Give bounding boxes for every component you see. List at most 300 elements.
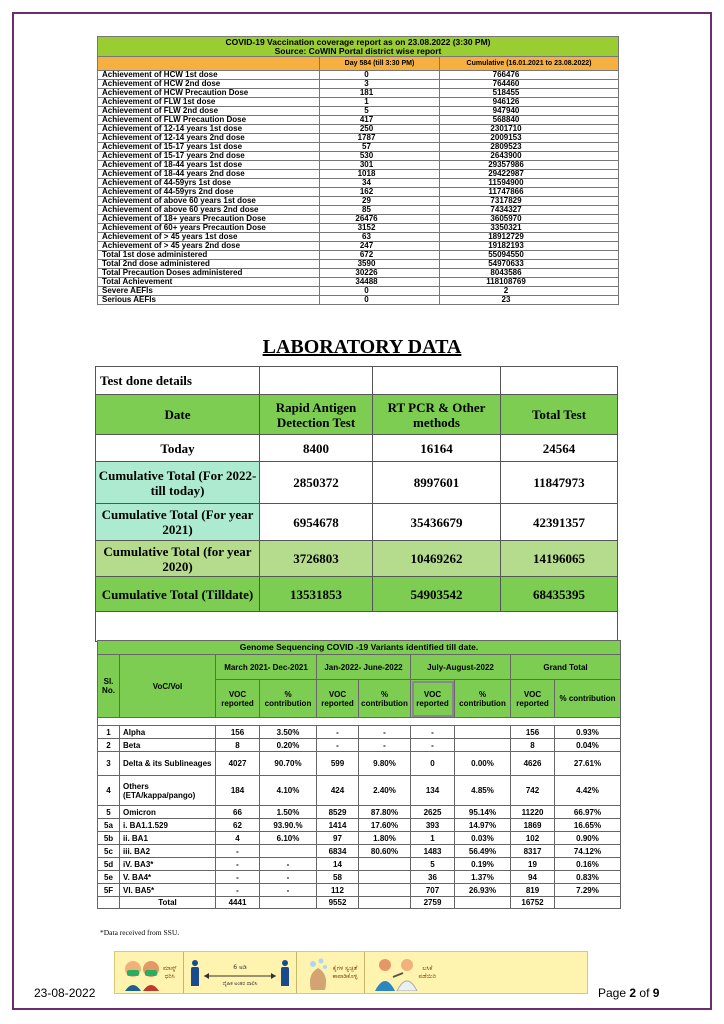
genome-row-slno: 4 [98, 776, 120, 806]
vaccination-row-cumulative: 764460 [440, 80, 619, 89]
genome-row-value: 0.90% [555, 832, 621, 845]
vaccination-row-label: Achievement of 18+ years Precaution Dose [98, 215, 320, 224]
genome-row [98, 776, 621, 806]
genome-row-value: 6834 [317, 845, 359, 858]
lab-row-label: Today [96, 435, 260, 462]
genome-row-value: - [411, 739, 455, 752]
genome-total-value [359, 897, 411, 909]
vaccination-row-cumulative: 54970633 [440, 260, 619, 269]
genome-row-variant: Beta [120, 739, 216, 752]
vaccination-row-label: Achievement of 18-44 years 2nd dose [98, 170, 320, 179]
vaccination-row-label: Achievement of 60+ years Precaution Dose [98, 224, 320, 233]
vaccination-row-day: 162 [320, 188, 440, 197]
vaccination-row-cumulative: 2643900 [440, 152, 619, 161]
vaccination-row-cumulative: 8043586 [440, 269, 619, 278]
vaccination-row-cumulative: 2 [440, 287, 619, 296]
genome-row-value: - [260, 871, 317, 884]
genome-row-value: 8317 [511, 845, 555, 858]
genome-row-value: 4027 [216, 752, 260, 776]
genome-row-slno: 5 [98, 806, 120, 819]
genome-total-value [260, 897, 317, 909]
vaccination-row-cumulative: 3350321 [440, 224, 619, 233]
vaccination-title-row [98, 37, 619, 57]
vaccination-row-label: Achievement of above 60 years 1st dose [98, 197, 320, 206]
genome-row [98, 884, 621, 897]
banner-handwash-text: ಕೈಗಳ ಸ್ವಚ್ಛತೆ ಕಾಪಾಡಿಕೊಳ್ಳಿ [332, 965, 358, 980]
genome-row-slno: 5e [98, 871, 120, 884]
genome-header-row-1 [98, 655, 621, 680]
vaccination-header-cumulative: Cumulative (16.01.2021 to 23.08.2022) [440, 57, 619, 71]
genome-total-value: 4441 [216, 897, 260, 909]
covid-awareness-banner [114, 951, 588, 994]
vaccination-row-label: Achievement of above 60 years 2nd dose [98, 206, 320, 215]
genome-row-value: 80.60% [359, 845, 411, 858]
genome-row-value: 66 [216, 806, 260, 819]
vaccination-row-day: 1787 [320, 134, 440, 143]
vaccination-header-blank [98, 57, 320, 71]
lab-row-rtpcr: 8997601 [373, 462, 501, 504]
vaccination-row-label: Total 1st dose administered [98, 251, 320, 260]
vaccination-row-cumulative: 23 [440, 296, 619, 305]
genome-row-variant: Omicron [120, 806, 216, 819]
genome-row-value: 156 [511, 726, 555, 739]
laboratory-table [95, 366, 618, 642]
vaccination-title-line2: Source: CoWIN Portal district wise report [274, 45, 442, 56]
genome-row [98, 858, 621, 871]
genome-row-value: 112 [317, 884, 359, 897]
lab-row-rtpcr: 10469262 [373, 541, 501, 577]
lab-header-total: Total Test [501, 395, 618, 435]
lab-details-label: Test done details [96, 367, 260, 395]
lab-row-label: Cumulative Total (for year 2020) [96, 541, 260, 577]
vaccination-row-day: 29 [320, 197, 440, 206]
genome-row [98, 752, 621, 776]
genome-row-value: 6.10% [260, 832, 317, 845]
genome-row-value: 742 [511, 776, 555, 806]
vaccination-row-label: Achievement of > 45 years 1st dose [98, 233, 320, 242]
lab-row-rat: 8400 [260, 435, 373, 462]
genome-spacer-cell [98, 718, 621, 726]
genome-row-value: 0 [411, 752, 455, 776]
vaccination-row-day: 63 [320, 233, 440, 242]
genome-row-value: 102 [511, 832, 555, 845]
genome-row-value: 4.42% [555, 776, 621, 806]
genome-row-value: 393 [411, 819, 455, 832]
genome-row-value: 0.00% [455, 752, 511, 776]
genome-row-value: 17.60% [359, 819, 411, 832]
genome-row-value [359, 858, 411, 871]
vaccination-row [98, 287, 619, 296]
genome-row-variant: Delta & its Sublineages [120, 752, 216, 776]
genome-row-value: 1.50% [260, 806, 317, 819]
genome-row-variant: iii. BA2 [120, 845, 216, 858]
genome-row-value: 0.19% [455, 858, 511, 871]
vaccination-row-label: Serious AEFIs [98, 296, 320, 305]
genome-row-value: 3.50% [260, 726, 317, 739]
vaccination-icon [371, 955, 419, 991]
vaccination-row-label: Achievement of HCW 2nd dose [98, 80, 320, 89]
vaccination-row-label: Achievement of 44-59yrs 1st dose [98, 179, 320, 188]
vaccination-row-label: Achievement of 15-17 years 1st dose [98, 143, 320, 152]
genome-row-value: - [411, 726, 455, 739]
vaccination-row-label: Achievement of FLW Precaution Dose [98, 116, 320, 125]
genome-sub-pct: % contribution [359, 680, 411, 718]
vaccination-title [98, 37, 619, 57]
genome-row [98, 806, 621, 819]
genome-row-value: 8 [511, 739, 555, 752]
vaccination-row-day: 0 [320, 296, 440, 305]
genome-total-value [455, 897, 511, 909]
genome-row-value: 0.03% [455, 832, 511, 845]
genome-spacer-row [98, 718, 621, 726]
genome-row-value [455, 739, 511, 752]
genome-header-period: March 2021- Dec-2021 [216, 655, 317, 680]
vaccination-row-cumulative: 55094550 [440, 251, 619, 260]
lab-row-label: Cumulative Total (For year 2021) [96, 504, 260, 541]
genome-title-row [98, 641, 621, 655]
lab-row-label: Cumulative Total (For 2022- till today) [96, 462, 260, 504]
genome-total-value: 9552 [317, 897, 359, 909]
vaccination-row-label: Achievement of FLW 2nd dose [98, 107, 320, 116]
banner-vaccine-text: ಲಸಿಕೆ ಪಡೆಯಿರಿ [418, 965, 437, 980]
genome-sub-voc: VOC reported [411, 680, 455, 718]
genome-title: Genome Sequencing COVID -19 Variants identified till date. [98, 641, 621, 655]
genome-row-value: 1414 [317, 819, 359, 832]
genome-header-period: July-August-2022 [411, 655, 511, 680]
vaccination-row-day: 34 [320, 179, 440, 188]
genome-row-variant: Alpha [120, 726, 216, 739]
vaccination-row-day: 57 [320, 143, 440, 152]
genome-total-label: Total [120, 897, 216, 909]
banner-distance-segment [184, 952, 297, 993]
genome-row-variant: i. BA1.1.529 [120, 819, 216, 832]
vaccination-row-day: 30226 [320, 269, 440, 278]
handwash-icon [303, 956, 333, 990]
genome-row-value: 2.40% [359, 776, 411, 806]
vaccination-row-cumulative: 2301710 [440, 125, 619, 134]
lab-row-total: 11847973 [501, 462, 618, 504]
page-of: of [639, 986, 650, 1000]
laboratory-heading: LABORATORY DATA [262, 336, 462, 358]
distance-arrow-icon [200, 958, 280, 988]
lab-row-total: 14196065 [501, 541, 618, 577]
lab-details-row [96, 367, 618, 395]
vaccination-row-cumulative: 11594900 [440, 179, 619, 188]
vaccination-row-label: Achievement of FLW 1st dose [98, 98, 320, 107]
genome-row-value [359, 884, 411, 897]
genome-row-value: 66.97% [555, 806, 621, 819]
genome-total-row [98, 897, 621, 909]
banner-mask-segment [115, 952, 184, 993]
genome-total-value [555, 897, 621, 909]
genome-sub-voc: VOC reported [317, 680, 359, 718]
vaccination-row-day: 0 [320, 71, 440, 80]
genome-row-value: 19 [511, 858, 555, 871]
vaccination-row-cumulative: 3605970 [440, 215, 619, 224]
genome-row-value: 4 [216, 832, 260, 845]
svg-text:6 ಅಡಿ: 6 ಅಡಿ [232, 963, 247, 971]
genome-row-value: 2625 [411, 806, 455, 819]
lab-row-total: 42391357 [501, 504, 618, 541]
lab-row [96, 462, 618, 504]
genome-row-value: 26.93% [455, 884, 511, 897]
genome-row-value: 5 [411, 858, 455, 871]
genome-row-value: 707 [411, 884, 455, 897]
genome-row-value: - [359, 726, 411, 739]
vaccination-row-label: Achievement of 44-59yrs 2nd dose [98, 188, 320, 197]
genome-row-variant: VI. BA5* [120, 884, 216, 897]
vaccination-row-day: 530 [320, 152, 440, 161]
genome-row-value: 1.37% [455, 871, 511, 884]
vaccination-row-day: 3152 [320, 224, 440, 233]
genome-row-value: - [260, 858, 317, 871]
genome-row-value: 36 [411, 871, 455, 884]
genome-row-value: 4626 [511, 752, 555, 776]
vaccination-row-day: 3 [320, 80, 440, 89]
lab-row [96, 541, 618, 577]
genome-row-value [260, 845, 317, 858]
vaccination-row-cumulative: 568840 [440, 116, 619, 125]
lab-row-rat: 3726803 [260, 541, 373, 577]
genome-row-value: - [359, 739, 411, 752]
genome-row-value: 8529 [317, 806, 359, 819]
vaccination-row-day: 26476 [320, 215, 440, 224]
genome-header-period: Jan-2022- June-2022 [317, 655, 411, 680]
page-current: 2 [629, 986, 637, 1000]
vaccination-row-day: 1 [320, 98, 440, 107]
genome-row-value: - [216, 884, 260, 897]
vaccination-row-label: Total Achievement [98, 278, 320, 287]
vaccination-row-day: 34488 [320, 278, 440, 287]
genome-row-variant: iV. BA3* [120, 858, 216, 871]
vaccination-row-day: 181 [320, 89, 440, 98]
genome-row-value: 93.90.% [260, 819, 317, 832]
vaccination-row-label: Total 2nd dose administered [98, 260, 320, 269]
genome-row-variant: Others (ETA/kappa/pango) [120, 776, 216, 806]
genome-row-variant: V. BA4* [120, 871, 216, 884]
vaccination-row-day: 250 [320, 125, 440, 134]
vaccination-table [97, 36, 619, 305]
vaccination-row-cumulative: 19182193 [440, 242, 619, 251]
vaccination-row-day: 3590 [320, 260, 440, 269]
genome-sub-pct: % contribution [555, 680, 621, 718]
genome-sub-voc: VOC reported [511, 680, 555, 718]
page-total: 9 [652, 986, 660, 1000]
genome-row [98, 832, 621, 845]
genome-row-value: 94 [511, 871, 555, 884]
genome-row-value: 1 [411, 832, 455, 845]
genome-footnote: *Data received from SSU. [100, 928, 180, 937]
vaccination-header-row [98, 57, 619, 71]
genome-sub-voc: VOC reported [216, 680, 260, 718]
vaccination-header-day: Day 584 (till 3:30 PM) [320, 57, 440, 71]
genome-row-value: 1483 [411, 845, 455, 858]
svg-text:ದೈಹಿಕ ಅಂತರ ಪಾಲಿಸಿ: ದೈಹಿಕ ಅಂತರ ಪಾಲಿಸಿ [222, 980, 257, 987]
genome-row-value: 56.49% [455, 845, 511, 858]
vaccination-row-day: 301 [320, 161, 440, 170]
genome-row-value: - [216, 845, 260, 858]
genome-row-variant: ii. BA1 [120, 832, 216, 845]
person-icon [280, 960, 290, 986]
genome-row-value: 0.20% [260, 739, 317, 752]
vaccination-row-cumulative: 2809523 [440, 143, 619, 152]
genome-row-value: 14 [317, 858, 359, 871]
vaccination-row [98, 296, 619, 305]
vaccination-row-day: 0 [320, 287, 440, 296]
vaccination-row-cumulative: 29357986 [440, 161, 619, 170]
lab-row-rtpcr: 35436679 [373, 504, 501, 541]
vaccination-title-line1: COVID-19 Vaccination coverage report as on 23.08.2022 (3:30 PM) [225, 36, 491, 47]
genome-sub-pct: % contribution [455, 680, 511, 718]
genome-row-value: 87.80% [359, 806, 411, 819]
genome-row [98, 819, 621, 832]
genome-row-value: 0.04% [555, 739, 621, 752]
lab-empty-row [96, 612, 618, 642]
vaccination-row-cumulative: 29422987 [440, 170, 619, 179]
genome-row-slno: 5b [98, 832, 120, 845]
genome-row-value: 4.85% [455, 776, 511, 806]
genome-table [97, 640, 621, 909]
genome-row-value: - [317, 726, 359, 739]
lab-row-total: 68435395 [501, 577, 618, 612]
vaccination-row-day: 672 [320, 251, 440, 260]
genome-row-value: 0.16% [555, 858, 621, 871]
genome-row-value: - [216, 871, 260, 884]
lab-header-rat: Rapid Antigen Detection Test [260, 395, 373, 435]
vaccination-row-day: 1018 [320, 170, 440, 179]
vaccination-row-label: Achievement of 12-14 years 1st dose [98, 125, 320, 134]
genome-row-value: 9.80% [359, 752, 411, 776]
vaccination-row-day: 5 [320, 107, 440, 116]
genome-row-value: 16.65% [555, 819, 621, 832]
genome-row [98, 726, 621, 739]
genome-header-period: Grand Total [511, 655, 621, 680]
lab-empty-cell [96, 612, 618, 642]
genome-row-slno: 5a [98, 819, 120, 832]
genome-row-value: 27.61% [555, 752, 621, 776]
genome-row [98, 871, 621, 884]
genome-row [98, 739, 621, 752]
person-icon [190, 960, 200, 986]
vaccination-row [98, 278, 619, 287]
genome-row-value: 11220 [511, 806, 555, 819]
genome-row-value: 74.12% [555, 845, 621, 858]
genome-row-slno: 2 [98, 739, 120, 752]
vaccination-row-label: Total Precaution Doses administered [98, 269, 320, 278]
genome-row-value: 90.70% [260, 752, 317, 776]
genome-total-value: 16752 [511, 897, 555, 909]
genome-row-value: 7.29% [555, 884, 621, 897]
vaccination-row-cumulative: 18912729 [440, 233, 619, 242]
lab-header-rtpcr: RT PCR & Other methods [373, 395, 501, 435]
genome-row-value: 1.80% [359, 832, 411, 845]
genome-row-value: 134 [411, 776, 455, 806]
page-prefix: Page [598, 986, 627, 1000]
mask-people-icon [121, 955, 163, 991]
lab-row-rat: 13531853 [260, 577, 373, 612]
genome-row-value: - [260, 884, 317, 897]
genome-row-value: 4.10% [260, 776, 317, 806]
banner-handwash-segment [297, 952, 365, 993]
footer-page-number [598, 986, 659, 1000]
lab-row-rat: 6954678 [260, 504, 373, 541]
lab-header-row [96, 395, 618, 435]
lab-details-empty [373, 367, 501, 395]
vaccination-row-label: Achievement of 15-17 years 2nd dose [98, 152, 320, 161]
vaccination-row-label: Achievement of > 45 years 2nd dose [98, 242, 320, 251]
vaccination-row-day: 85 [320, 206, 440, 215]
vaccination-row-day: 247 [320, 242, 440, 251]
vaccination-row-label: Achievement of HCW 1st dose [98, 71, 320, 80]
genome-row-slno: 5c [98, 845, 120, 858]
vaccination-row-label: Severe AEFIs [98, 287, 320, 296]
genome-header-slno: Sl. No. [98, 655, 120, 718]
lab-details-empty [260, 367, 373, 395]
vaccination-row-label: Achievement of 12-14 years 2nd dose [98, 134, 320, 143]
genome-row-value: 14.97% [455, 819, 511, 832]
lab-row [96, 504, 618, 541]
genome-row-slno: 1 [98, 726, 120, 739]
genome-row-value: 97 [317, 832, 359, 845]
genome-row-value: 58 [317, 871, 359, 884]
genome-row-value: 184 [216, 776, 260, 806]
genome-row-value: 8 [216, 739, 260, 752]
vaccination-row-cumulative: 947940 [440, 107, 619, 116]
vaccination-row-label: Achievement of 18-44 years 1st dose [98, 161, 320, 170]
genome-row [98, 845, 621, 858]
lab-row [96, 435, 618, 462]
genome-row-slno: 3 [98, 752, 120, 776]
lab-details-empty [501, 367, 618, 395]
lab-row-rtpcr: 54903542 [373, 577, 501, 612]
genome-total-slno [98, 897, 120, 909]
banner-mask-text: ಮಾಸ್ಕ್ ಧರಿಸಿ [163, 965, 177, 980]
genome-row-value: 95.14% [455, 806, 511, 819]
vaccination-row-cumulative: 766476 [440, 71, 619, 80]
lab-row-label: Cumulative Total (Tilldate) [96, 577, 260, 612]
genome-header-voc: VoC/VoI [120, 655, 216, 718]
genome-row-value: 0.83% [555, 871, 621, 884]
genome-row-slno: 5F [98, 884, 120, 897]
vaccination-row-cumulative: 518455 [440, 89, 619, 98]
lab-header-date: Date [96, 395, 260, 435]
lab-row-total: 24564 [501, 435, 618, 462]
genome-row-value: 62 [216, 819, 260, 832]
banner-vaccine-segment [365, 952, 443, 993]
vaccination-row-cumulative: 7434327 [440, 206, 619, 215]
lab-row-rat: 2850372 [260, 462, 373, 504]
genome-row-value [455, 726, 511, 739]
genome-row-value: 0.93% [555, 726, 621, 739]
vaccination-row-day: 417 [320, 116, 440, 125]
footer-date: 23-08-2022 [34, 986, 96, 1000]
genome-row-value: 424 [317, 776, 359, 806]
genome-row-value: 819 [511, 884, 555, 897]
vaccination-row-label: Achievement of HCW Precaution Dose [98, 89, 320, 98]
genome-row-value: - [317, 739, 359, 752]
vaccination-row-cumulative: 7317829 [440, 197, 619, 206]
genome-row-value [359, 871, 411, 884]
lab-row-rtpcr: 16164 [373, 435, 501, 462]
vaccination-row-cumulative: 2009153 [440, 134, 619, 143]
genome-row-value: 599 [317, 752, 359, 776]
vaccination-row-cumulative: 946126 [440, 98, 619, 107]
vaccination-row-cumulative: 11747866 [440, 188, 619, 197]
genome-sub-pct: % contribution [260, 680, 317, 718]
vaccination-row-cumulative: 118108769 [440, 278, 619, 287]
genome-total-value: 2759 [411, 897, 455, 909]
genome-row-value: 1869 [511, 819, 555, 832]
